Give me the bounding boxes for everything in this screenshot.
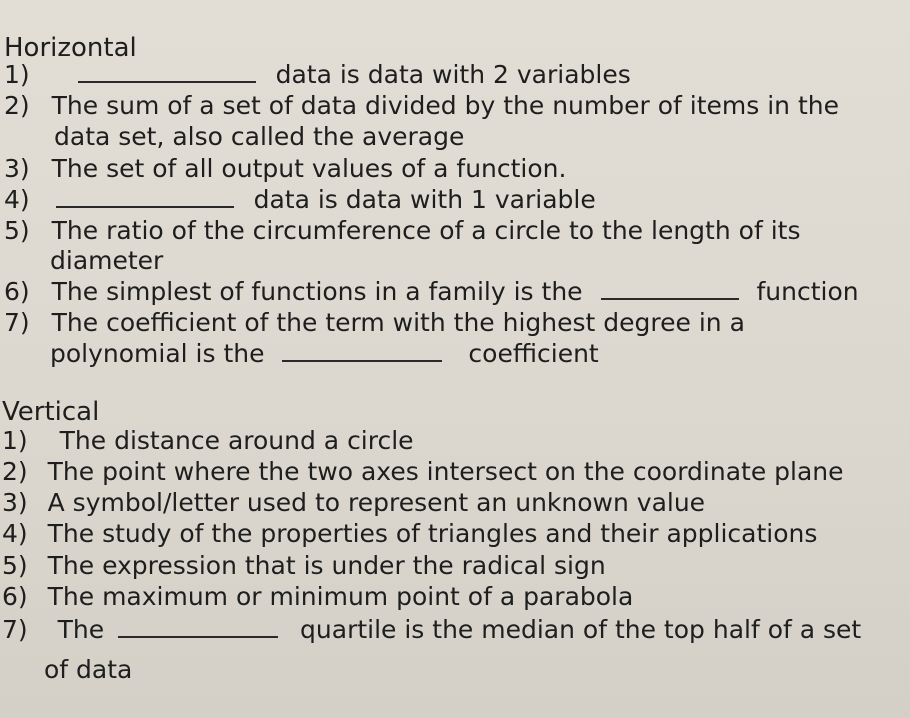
- horizontal-clue-7: [4, 308, 745, 338]
- answer-blank[interactable]: [118, 618, 278, 638]
- clue-number: 3): [4, 154, 30, 183]
- horizontal-heading: Horizontal: [4, 33, 137, 63]
- clue-number: 5): [4, 216, 30, 245]
- clue-text: The expression that is under the radical sign: [47, 551, 606, 580]
- clue-text: The set of all output values of a function.: [51, 154, 567, 183]
- vertical-clue-7-continued: [44, 655, 132, 685]
- horizontal-clue-1: [4, 60, 631, 90]
- clue-number: 6): [2, 582, 28, 611]
- clue-text: function: [756, 277, 859, 306]
- vertical-heading: Vertical: [2, 397, 100, 427]
- clue-text: The simplest of functions in a family is the: [51, 277, 583, 306]
- clue-text: data is data with 2 variables: [275, 60, 631, 89]
- vertical-clue-1: [2, 426, 414, 456]
- answer-blank[interactable]: [282, 342, 442, 362]
- horizontal-clue-2-continued: [54, 122, 464, 152]
- horizontal-clue-5-continued: [50, 246, 163, 276]
- horizontal-clue-3: [4, 154, 566, 184]
- clue-text: The maximum or minimum point of a parabola: [47, 582, 634, 611]
- clue-number: 7): [4, 308, 30, 337]
- clue-number: 1): [2, 426, 28, 455]
- vertical-clue-7: [2, 615, 861, 645]
- clue-text: The study of the properties of triangles and their applications: [47, 519, 818, 548]
- vertical-clue-5: [2, 551, 606, 581]
- clue-text: The: [57, 615, 105, 644]
- clue-number: 2): [4, 91, 30, 120]
- clue-text: The sum of a set of data divided by the number of items in the: [51, 91, 839, 120]
- clue-text: quartile is the median of the top half of a set: [300, 615, 862, 644]
- clue-text: diameter: [50, 246, 164, 275]
- vertical-clue-2: [2, 457, 844, 487]
- horizontal-clue-6: [4, 277, 859, 307]
- clue-text: The ratio of the circumference of a circle to the length of its: [51, 216, 801, 245]
- horizontal-clue-2: [4, 91, 839, 121]
- clue-text: data set, also called the average: [54, 122, 465, 151]
- answer-blank[interactable]: [78, 63, 256, 83]
- vertical-clue-3: [2, 488, 705, 518]
- clue-text: A symbol/letter used to represent an unknown value: [47, 488, 706, 517]
- clue-text: The point where the two axes intersect on the coordinate plane: [47, 457, 844, 486]
- horizontal-clue-4: [4, 185, 596, 215]
- clue-number: 6): [4, 277, 30, 306]
- answer-blank[interactable]: [601, 280, 739, 300]
- clue-number: 4): [4, 185, 30, 214]
- clue-text: The coefficient of the term with the highest degree in a: [51, 308, 745, 337]
- vertical-clue-4: [2, 519, 817, 549]
- clue-number: 3): [2, 488, 28, 517]
- clue-text: polynomial is the: [50, 339, 265, 368]
- clue-text: data is data with 1 variable: [253, 185, 596, 214]
- clue-number: 2): [2, 457, 28, 486]
- clue-number: 5): [2, 551, 28, 580]
- vertical-clue-6: [2, 582, 633, 612]
- clue-text: coefficient: [468, 339, 599, 368]
- clue-number: 1): [4, 60, 30, 89]
- clue-text: The distance around a circle: [59, 426, 414, 455]
- horizontal-clue-5: [4, 216, 800, 246]
- horizontal-clue-7-continued: [50, 339, 599, 369]
- answer-blank[interactable]: [56, 188, 234, 208]
- clue-number: 7): [2, 615, 28, 644]
- clue-text: of data: [44, 655, 133, 684]
- clue-number: 4): [2, 519, 28, 548]
